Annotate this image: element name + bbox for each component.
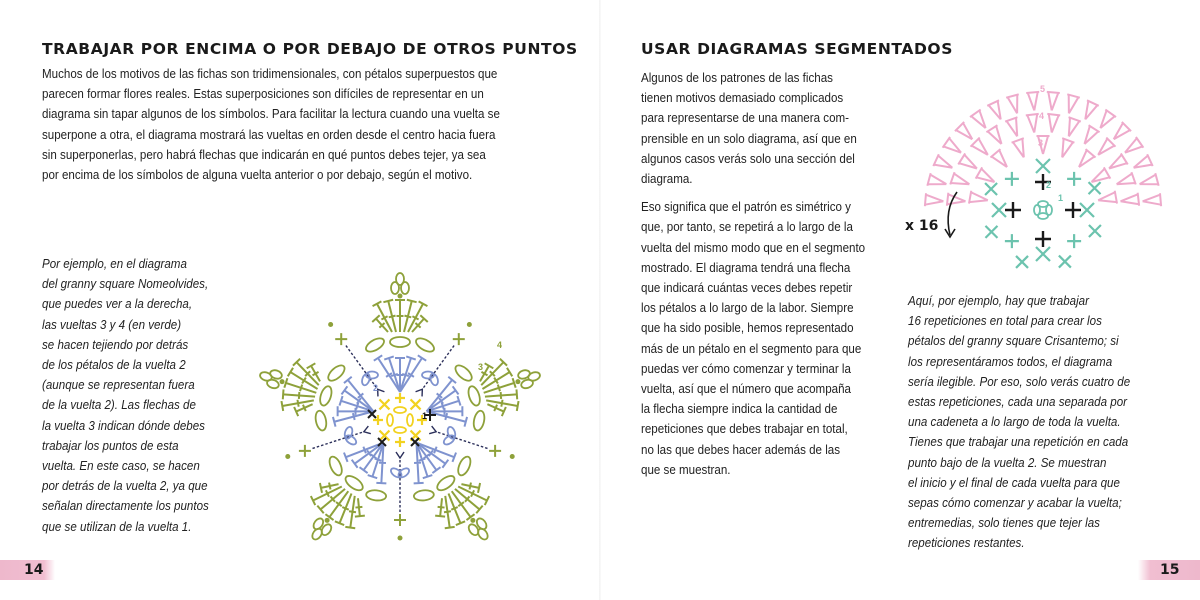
round-number-label: 3 — [478, 362, 484, 372]
chain-stitch-symbol — [453, 363, 475, 384]
v-stitch-symbol — [943, 137, 961, 153]
paragraph-2 — [641, 197, 900, 480]
v-stitch-symbol — [927, 173, 946, 186]
text-line: por detrás de la vuelta 2, ya que — [42, 479, 208, 494]
text-line: Aquí, por ejemplo, hay que trabajar — [908, 294, 1089, 308]
text-line: tienen motivos demasiado complicados — [641, 91, 844, 106]
round-number-label: 5 — [1040, 84, 1046, 94]
text-line: más de un pétalo en el segmento para que — [641, 341, 862, 356]
text-line: que, por tanto, se repetirá a lo largo de la — [641, 220, 853, 235]
double-crochet-symbol — [461, 483, 480, 493]
slip-stitch-symbol — [467, 322, 472, 327]
single-crochet-x-symbol — [1080, 203, 1094, 217]
double-crochet-symbol — [444, 496, 455, 528]
v-stitch-symbol — [1047, 92, 1060, 110]
text-line: algunos casos verás solo una sección del — [641, 151, 855, 166]
single-crochet-x-symbol — [1036, 247, 1050, 261]
page-number-left — [0, 560, 55, 580]
single-crochet-x-symbol — [411, 438, 419, 446]
chain-stitch-symbol — [472, 410, 486, 432]
slip-stitch-symbol — [285, 454, 290, 459]
v-stitch-symbol — [1079, 149, 1096, 167]
text-line: los representáramos todos, el diagrama — [908, 354, 1113, 369]
v-stitch-symbol — [987, 100, 1000, 119]
chain-stitch-symbol — [429, 373, 439, 387]
slip-stitch-symbol — [470, 518, 475, 523]
v-stitch-symbol — [1084, 125, 1099, 144]
round-number-label: 4 — [1039, 111, 1045, 121]
text-line: del granny square Nomeolvides, — [42, 277, 209, 292]
paragraph-1 — [641, 68, 900, 189]
double-crochet-symbol — [395, 300, 405, 332]
round-number-label: 4 — [497, 340, 503, 350]
single-crochet-symbol — [335, 333, 347, 345]
v-stitch-symbol — [1117, 172, 1136, 184]
text-line: vuelta. En este caso, se hacen — [42, 459, 200, 474]
section-title-left: TRABAJAR POR ENCIMA O POR DEBAJO DE OTROS PUNTOS — [42, 40, 578, 58]
v-stitch-symbol — [990, 149, 1007, 167]
arrowhead-icon — [378, 389, 385, 396]
single-crochet-symbol — [1035, 231, 1051, 247]
text-line: que ha sido posible, hemos representado — [641, 321, 854, 336]
single-crochet-x-symbol — [992, 203, 1006, 217]
slip-stitch-symbol — [280, 379, 285, 384]
page-number-text: 14 — [24, 562, 44, 578]
text-line: que indicará cuántas veces debes repetir — [641, 281, 853, 296]
v-stitch-symbol — [1109, 153, 1128, 168]
single-crochet-symbol — [1005, 234, 1019, 248]
text-line: punto bajo de la vuelta 2. Se muestran — [908, 455, 1107, 470]
single-crochet-x-symbol — [1089, 182, 1101, 194]
single-crochet-symbol — [1005, 202, 1021, 218]
text-line: la flecha siempre indica la cantidad de — [641, 402, 838, 417]
round-number-label: 2 — [1046, 180, 1052, 190]
text-line: mostrado. El diagrama tendrá una flecha — [641, 260, 851, 275]
single-crochet-x-symbol — [1016, 256, 1028, 268]
v-stitch-symbol — [1012, 138, 1024, 157]
text-line: puedas ver cómo comenzar y terminar la — [641, 361, 851, 376]
chain-stitch-symbol — [364, 336, 386, 355]
double-crochet-symbol — [427, 411, 467, 426]
v-stitch-symbol — [1143, 193, 1161, 206]
single-crochet-symbol — [394, 514, 406, 526]
text-line: que se muestran. — [641, 462, 731, 477]
v-stitch-symbol — [925, 193, 943, 206]
chain-stitch-symbol — [442, 434, 456, 447]
chain-stitch-symbol — [397, 467, 411, 480]
chain-stitch-symbol — [390, 337, 410, 347]
text-line: señalan directamente los puntos — [42, 499, 209, 514]
v-stitch-symbol — [1100, 110, 1116, 128]
section-title-right: USAR DIAGRAMAS SEGMENTADOS — [641, 40, 953, 58]
v-stitch-symbol — [933, 154, 952, 167]
double-crochet-symbol — [355, 498, 365, 516]
repeat-count-label: x 16 — [905, 218, 939, 234]
single-crochet-x-symbol — [1036, 159, 1050, 173]
crisantemo-segment-diagram — [900, 60, 1190, 275]
text-line: no las que debes hacer además de las — [641, 442, 841, 457]
repeat-arrow-icon — [948, 192, 957, 235]
single-crochet-x-symbol — [985, 183, 997, 195]
single-crochet-x-symbol — [1059, 256, 1071, 268]
text-line: trabajar los puntos de esta — [42, 438, 179, 453]
chain-stitch-symbol — [435, 473, 457, 493]
chain-stitch-symbol — [387, 414, 393, 426]
v-stitch-symbol — [969, 191, 988, 204]
slip-stitch-symbol — [328, 322, 333, 327]
arrowhead-icon — [364, 426, 371, 434]
chain-stitch-symbol — [396, 273, 404, 285]
v-stitch-symbol — [1026, 114, 1039, 133]
text-line: vuelta del mismo modo que en el segmento — [641, 240, 866, 255]
arrowhead-icon — [429, 426, 436, 434]
text-line: el inicio y el final de cada vuelta para que — [908, 475, 1120, 490]
double-crochet-symbol — [294, 404, 312, 416]
text-line: de los pétalos de la vuelta 2 — [42, 358, 186, 373]
text-line: por encima de los símbolos de alguna vuelta anterior o por debajo, según el motivo. — [42, 168, 473, 183]
single-crochet-symbol — [1005, 172, 1019, 186]
text-line: Muchos de los motivos de las fichas son tridimensionales, con pétalos superpuestos que — [42, 67, 498, 81]
text-line: (aunque se representan fuera — [42, 378, 195, 393]
v-stitch-symbol — [947, 193, 966, 206]
text-line: superpone a otra, el diagrama mostrará las vueltas en orden desde el centro hacia fuera — [42, 127, 496, 142]
text-line: 16 repeticiones en total para crear los — [908, 314, 1102, 329]
page-number-text: 15 — [1160, 562, 1180, 578]
v-stitch-symbol — [1006, 94, 1019, 113]
text-line: la vuelta 3 indican dónde debes — [42, 418, 205, 433]
text-line: las vueltas 3 y 4 (en verde) — [42, 317, 182, 332]
chain-stitch-symbol — [1046, 205, 1052, 215]
slip-stitch-symbol — [510, 454, 515, 459]
text-line: Por ejemplo, en el diagrama — [42, 257, 187, 271]
v-stitch-symbol — [970, 110, 986, 128]
slip-stitch-symbol — [515, 379, 520, 384]
text-line: prensible en un solo diagrama, así que en — [641, 131, 857, 146]
chain-stitch-symbol — [394, 407, 406, 413]
text-line: los pétalos a lo largo de la labor. Siempre — [641, 301, 854, 316]
single-crochet-symbol — [1067, 172, 1081, 186]
text-line: se hacen tejiendo por detrás — [42, 337, 189, 352]
text-line: sepas cómo comenzar y acabar la vuelta; — [908, 496, 1122, 511]
single-crochet-symbol — [489, 445, 501, 457]
v-stitch-symbol — [1098, 191, 1117, 204]
page-number-right — [1138, 560, 1200, 580]
text-line: que se utilizan de la vuelta 1. — [42, 519, 192, 534]
double-crochet-symbol — [435, 498, 445, 516]
v-stitch-symbol — [1069, 117, 1081, 136]
single-crochet-x-symbol — [1089, 225, 1101, 237]
v-stitch-symbol — [976, 167, 995, 182]
v-stitch-symbol — [1134, 154, 1153, 167]
text-line: pétalos del granny square Crisantemo; si — [908, 334, 1119, 349]
text-line: Eso significa que el patrón es simétrico y — [641, 200, 851, 215]
v-stitch-symbol — [1026, 92, 1039, 110]
intro-paragraph-left — [42, 64, 594, 185]
v-stitch-symbol — [1114, 122, 1131, 139]
text-line: Tienes que trabajar una repetición en cada — [908, 435, 1129, 450]
text-line: estas repeticiones, cada una separada por — [908, 395, 1128, 410]
v-stitch-symbol — [1005, 117, 1017, 136]
text-line: parecen formar flores reales. Estas superposiciones son difíciles de representar en un — [42, 87, 484, 102]
intro-paragraphs-right — [641, 68, 900, 480]
single-crochet-symbol — [1067, 234, 1081, 248]
double-crochet-symbol — [345, 496, 356, 528]
round-number-label: 1 — [1058, 193, 1064, 203]
arrowhead-icon — [416, 389, 423, 396]
text-line: que puedes ver a la derecha, — [42, 297, 193, 312]
text-line: repeticiones restantes. — [908, 536, 1025, 551]
v-stitch-symbol — [971, 138, 988, 155]
slip-stitch-symbol — [325, 518, 330, 523]
text-line: sin superponerlas, pero habrá flechas que indicarán en qué puntos debes tejer, ya sea — [42, 147, 486, 162]
round-number-label: 3 — [1038, 138, 1044, 148]
v-stitch-symbol — [1062, 138, 1074, 157]
text-line: para representarse de una manera com- — [641, 111, 850, 126]
double-crochet-symbol — [320, 483, 339, 493]
example-caption-left — [42, 254, 244, 537]
double-crochet-symbol — [487, 404, 505, 416]
v-stitch-symbol — [1047, 114, 1060, 133]
chain-stitch-symbol — [343, 473, 365, 493]
chain-stitch-symbol — [456, 455, 473, 477]
v-stitch-symbol — [1140, 173, 1159, 186]
chain-stitch-symbol — [1034, 205, 1040, 215]
v-stitch-symbol — [950, 172, 969, 184]
chain-stitch-symbol — [326, 363, 348, 384]
single-crochet-x-symbol — [985, 226, 997, 238]
chain-stitch-symbol — [394, 427, 406, 433]
single-crochet-symbol — [299, 445, 311, 457]
slip-stitch-symbol — [398, 536, 403, 541]
v-stitch-symbol — [1125, 137, 1143, 153]
round-number-label: 2 — [373, 383, 379, 393]
slip-stitch-symbol — [398, 294, 403, 299]
v-stitch-symbol — [986, 125, 1001, 144]
example-caption-right — [908, 291, 1175, 554]
v-stitch-symbol — [1085, 100, 1098, 119]
chain-stitch-symbol — [407, 414, 413, 426]
single-crochet-x-symbol — [411, 399, 421, 409]
arrowhead-icon — [396, 452, 404, 458]
single-crochet-symbol — [395, 393, 405, 403]
text-line: repeticiones que debes trabajar en total, — [641, 422, 848, 437]
chain-stitch-symbol — [318, 385, 334, 407]
v-stitch-symbol — [1091, 167, 1110, 182]
chain-stitch-symbol — [327, 455, 344, 477]
v-stitch-symbol — [955, 122, 972, 139]
chain-stitch-symbol — [314, 410, 328, 432]
v-stitch-symbol — [1067, 94, 1080, 113]
single-crochet-symbol — [453, 333, 465, 345]
chain-stitch-symbol — [414, 336, 436, 355]
text-line: vuelta, así que el número que acompaña — [641, 382, 851, 397]
chain-stitch-symbol — [466, 385, 482, 407]
v-stitch-symbol — [958, 153, 977, 168]
v-stitch-symbol — [1098, 138, 1115, 155]
chain-stitch-symbol — [413, 489, 434, 501]
text-line: de la vuelta 2). Las flechas de — [42, 398, 196, 413]
chain-stitch-symbol — [366, 489, 387, 501]
text-line: Algunos de los patrones de las fichas — [641, 71, 833, 85]
text-line: sería ilegible. Por eso, solo verás cuatro de — [908, 374, 1131, 389]
single-crochet-symbol — [1065, 202, 1081, 218]
page-gutter — [599, 0, 601, 600]
text-line: diagrama. — [641, 172, 693, 187]
nomeolvides-crochet-diagram — [245, 265, 555, 555]
text-line: entremedias, solo tienes que tejer las — [908, 516, 1100, 531]
round-number-label: 1 — [422, 411, 428, 421]
v-stitch-symbol — [1121, 193, 1140, 206]
single-crochet-symbol — [395, 437, 405, 447]
text-line: diagrama sin tapar algunos de los símbolos. Para facilitar la lectura cuando una vuelta se — [42, 107, 500, 122]
text-line: una cadeneta a lo largo de toda la vuelta. — [908, 415, 1121, 430]
single-crochet-x-symbol — [379, 399, 389, 409]
double-crochet-symbol — [333, 411, 373, 426]
